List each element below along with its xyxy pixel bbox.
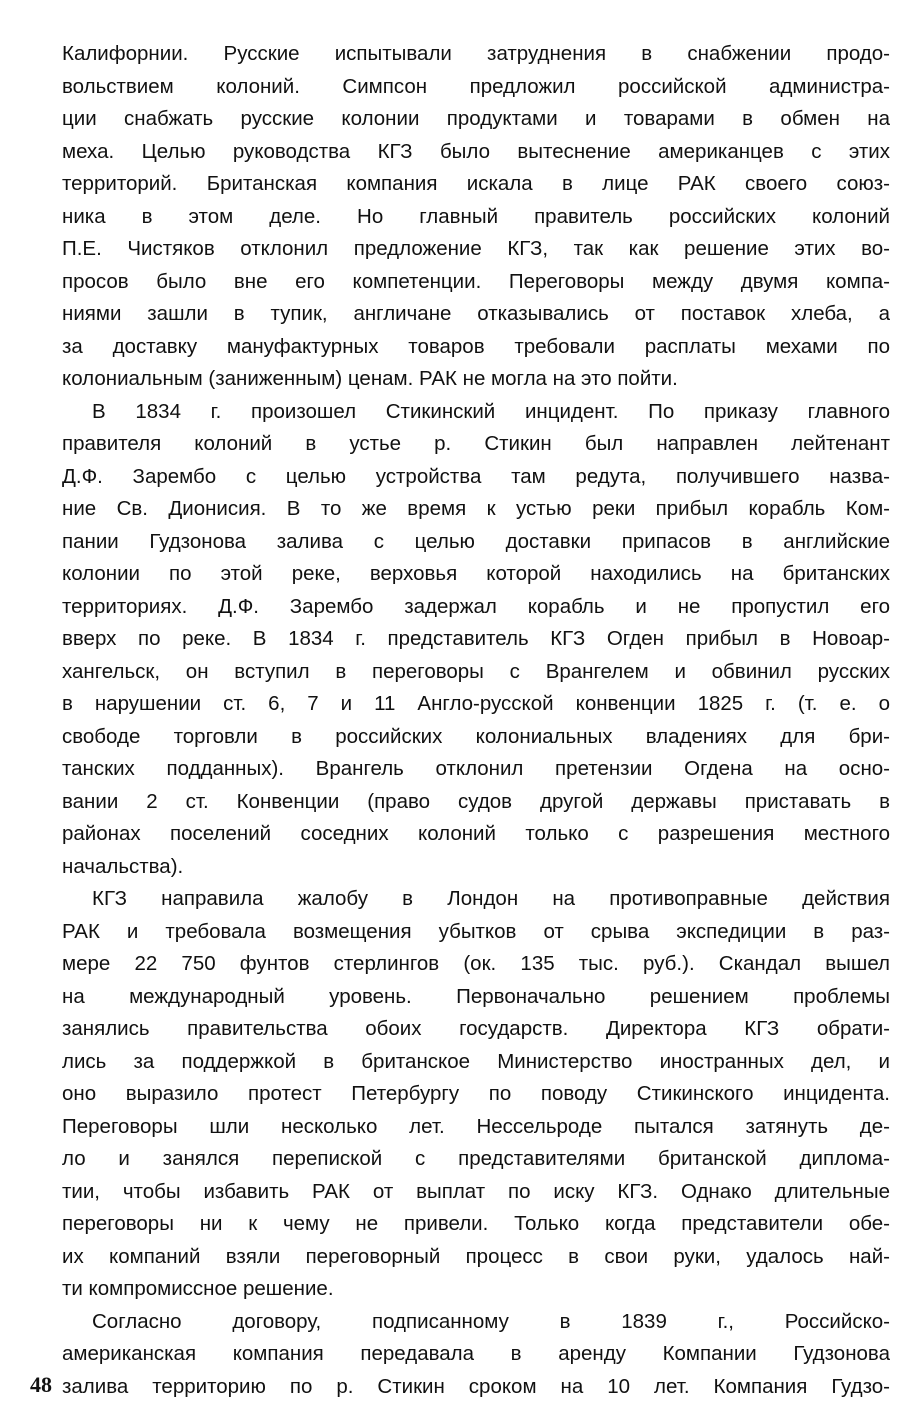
text-line: РАК и требовала возмещения убытков от срыва экспедиции в раз-: [62, 919, 890, 943]
page-number: 48: [30, 1372, 52, 1397]
text-line: ника в этом деле. Но главный правитель российских колоний: [62, 204, 890, 228]
paragraph: [62, 396, 890, 884]
text-line: районах поселений соседних колоний только с разрешения местного: [62, 822, 890, 845]
text-line: американская компания передавала в аренду Компании Гудзонова: [62, 1342, 890, 1365]
text-line: в нарушении ст. 6, 7 и 11 Англо-русской конвенции 1825 г. (т. е. о: [62, 692, 890, 715]
text-line: переговоры ни к чему не привели. Только когда представители обе-: [62, 1212, 890, 1235]
text-line: Калифорнии. Русские испытывали затруднения в снабжении продо-: [62, 42, 890, 65]
text-line: вольствием колоний. Симпсон предложил российской администра-: [62, 74, 890, 98]
text-line: просов было вне его компетенции. Переговоры между двумя компа-: [62, 269, 890, 293]
text-line: залива территорию по р. Стикин сроком на 10 лет. Компания Гудзо-: [62, 1374, 890, 1398]
text-line: ции снабжать русские колонии продуктами и товарами в обмен на: [62, 107, 890, 130]
text-line: на международный уровень. Первоначально решением проблемы: [62, 984, 890, 1008]
text-line: свободе торговли в российских колониальных владениях для бри-: [62, 724, 890, 748]
text-line: хангельск, он вступил в переговоры с Врангелем и обвинил русских: [62, 659, 890, 683]
text-line: меха. Целью руководства КГЗ было вытеснение американцев с этих: [62, 139, 890, 163]
text-line: территорий. Британская компания искала в лице РАК своего союз-: [62, 172, 890, 195]
text-line: П.Е. Чистяков отклонил предложение КГЗ, так как решение этих во-: [62, 237, 890, 260]
text-line: колонии по этой реке, верховья которой находились на британских: [62, 562, 890, 585]
text-line: лись за поддержкой в британское Министерство иностранных дел, и: [62, 1049, 890, 1073]
text-line: ти компромиссное решение.: [62, 1277, 334, 1300]
text-line: за доставку мануфактурных товаров требовали расплаты мехами по: [62, 334, 890, 358]
text-line: Согласно договору, подписанному в 1839 г., Российско-: [92, 1309, 890, 1333]
text-line: тии, чтобы избавить РАК от выплат по иску КГЗ. Однако длительные: [62, 1179, 890, 1203]
text-line: ниями зашли в тупик, англичане отказывались от поставок хлеба, а: [62, 302, 890, 325]
text-line: ло и занялся перепиской с представителями британской диплома-: [62, 1147, 890, 1170]
paragraph: [62, 883, 890, 1306]
text-line: танских подданных). Врангель отклонил претензии Огдена на осно-: [62, 757, 890, 780]
text-line: Переговоры шли несколько лет. Нессельроде пытался затянуть де-: [62, 1114, 890, 1138]
text-line: правителя колоний в устье р. Стикин был направлен лейтенант: [62, 432, 890, 455]
text-line: вании 2 ст. Конвенции (право судов другой державы приставать в: [62, 789, 890, 813]
text-line: В 1834 г. произошел Стикинский инцидент. По приказу главного: [92, 399, 890, 423]
text-line: колониальным (заниженным) ценам. РАК не могла на это пойти.: [62, 367, 678, 390]
text-line: их компаний взяли переговорный процесс в свои руки, удалось най-: [62, 1244, 890, 1268]
text-line: Д.Ф. Зарембо с целью устройства там редута, получившего назва-: [62, 464, 890, 488]
text-line: занялись правительства обоих государств. Директора КГЗ обрати-: [62, 1017, 890, 1040]
text-line: начальства).: [62, 854, 184, 878]
text-line: мере 22 750 фунтов стерлингов (ок. 135 тыс. руб.). Скандал вышел: [62, 952, 890, 975]
text-line: оно выразило протест Петербургу по поводу Стикинского инцидента.: [62, 1082, 890, 1105]
text-line: вверх по реке. В 1834 г. представитель КГЗ Огден прибыл в Новоар-: [62, 627, 890, 650]
text-line: пании Гудзонова залива с целью доставки припасов в английские: [62, 529, 890, 553]
paragraph: [62, 38, 890, 396]
text-line: КГЗ направила жалобу в Лондон на противоправные действия: [92, 887, 890, 910]
text-line: территориях. Д.Ф. Зарембо задержал корабль и не пропустил его: [62, 594, 890, 618]
paragraph: [62, 1306, 890, 1404]
page-body-text: [62, 38, 890, 1403]
text-line: ние Св. Дионисия. В то же время к устью реки прибыл корабль Ком-: [62, 497, 890, 520]
